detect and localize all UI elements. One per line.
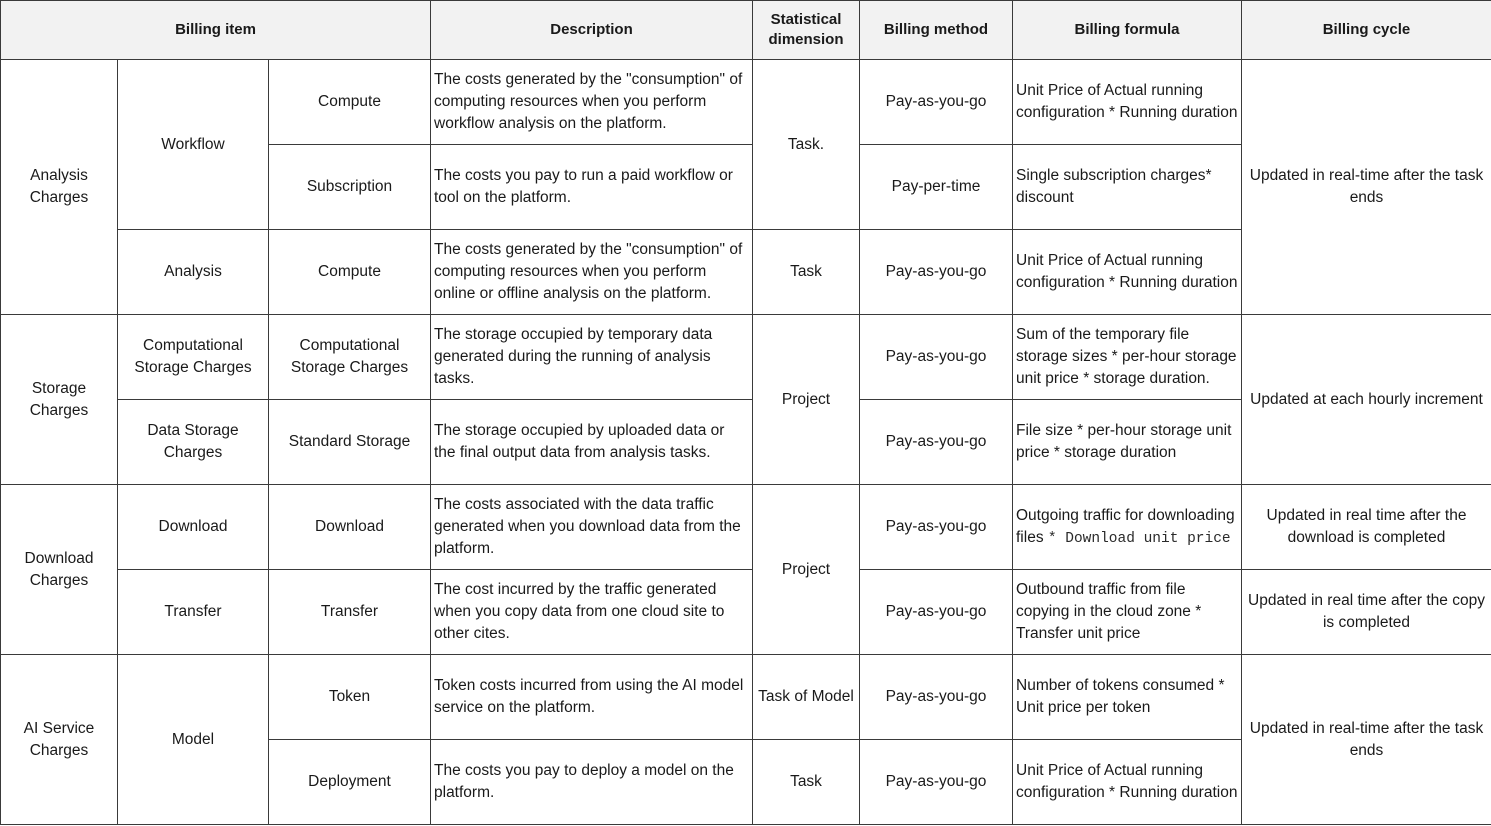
header-billing-cycle: Billing cycle xyxy=(1242,1,1491,60)
method-cell: Pay-as-you-go xyxy=(860,570,1013,655)
method-cell: Pay-as-you-go xyxy=(860,315,1013,400)
cycle-cell: Updated in real time after the copy is completed xyxy=(1242,570,1491,655)
header-row xyxy=(1,1,1491,60)
header-statistical-dimension: Statistical dimension xyxy=(753,1,860,60)
dimension-download: Project xyxy=(753,485,860,655)
cycle-ai: Updated in real-time after the task ends xyxy=(1242,655,1491,825)
category-storage-charges: Storage Charges xyxy=(1,315,118,485)
method-cell: Pay-as-you-go xyxy=(860,655,1013,740)
method-cell: Pay-as-you-go xyxy=(860,60,1013,145)
formula-cell xyxy=(1013,485,1242,570)
header-billing-formula: Billing formula xyxy=(1013,1,1242,60)
table-row xyxy=(1,570,1491,655)
subitem-compute: Compute xyxy=(269,60,431,145)
description-cell: The costs associated with the data traffic generated when you download data from the platform. xyxy=(431,485,753,570)
formula-mono-text: * Download unit price xyxy=(1047,530,1231,547)
cycle-analysis: Updated in real-time after the task ends xyxy=(1242,60,1491,315)
header-billing-method: Billing method xyxy=(860,1,1013,60)
subitem-token: Token xyxy=(269,655,431,740)
dimension-workflow: Task. xyxy=(753,60,860,230)
description-cell: The cost incurred by the traffic generated when you copy data from one cloud site to other cites. xyxy=(431,570,753,655)
dimension-storage: Project xyxy=(753,315,860,485)
description-cell: The storage occupied by uploaded data or the final output data from analysis tasks. xyxy=(431,400,753,485)
formula-cell: Unit Price of Actual running configuration * Running duration xyxy=(1013,230,1242,315)
description-cell: The costs generated by the "consumption" of computing resources when you perform online or offline analysis on the platform. xyxy=(431,230,753,315)
table-row xyxy=(1,655,1491,740)
dimension-cell: Task of Model xyxy=(753,655,860,740)
formula-cell: Unit Price of Actual running configuration * Running duration xyxy=(1013,740,1242,825)
formula-cell: Unit Price of Actual running configuration * Running duration xyxy=(1013,60,1242,145)
cycle-storage: Updated at each hourly increment xyxy=(1242,315,1491,485)
item-workflow: Workflow xyxy=(118,60,269,230)
description-cell: The storage occupied by temporary data generated during the running of analysis tasks. xyxy=(431,315,753,400)
category-analysis-charges: Analysis Charges xyxy=(1,60,118,315)
subitem-deployment: Deployment xyxy=(269,740,431,825)
header-description: Description xyxy=(431,1,753,60)
description-cell: The costs generated by the "consumption" of computing resources when you perform workflow analysis on the platform. xyxy=(431,60,753,145)
category-ai-service-charges: AI Service Charges xyxy=(1,655,118,825)
formula-cell: Number of tokens consumed * Unit price per token xyxy=(1013,655,1242,740)
item-computational-storage: Computational Storage Charges xyxy=(118,315,269,400)
description-cell: The costs you pay to deploy a model on the platform. xyxy=(431,740,753,825)
method-cell: Pay-as-you-go xyxy=(860,230,1013,315)
subitem-compute: Compute xyxy=(269,230,431,315)
item-analysis: Analysis xyxy=(118,230,269,315)
description-cell: Token costs incurred from using the AI model service on the platform. xyxy=(431,655,753,740)
subitem-download: Download xyxy=(269,485,431,570)
formula-cell: Sum of the temporary file storage sizes * per-hour storage unit price * storage duration. xyxy=(1013,315,1242,400)
category-download-charges: Download Charges xyxy=(1,485,118,655)
subitem-standard-storage: Standard Storage xyxy=(269,400,431,485)
dimension-cell: Task xyxy=(753,230,860,315)
cycle-cell: Updated in real time after the download is completed xyxy=(1242,485,1491,570)
method-cell: Pay-per-time xyxy=(860,145,1013,230)
item-data-storage: Data Storage Charges xyxy=(118,400,269,485)
subitem-computational-storage: Computational Storage Charges xyxy=(269,315,431,400)
item-download: Download xyxy=(118,485,269,570)
subitem-transfer: Transfer xyxy=(269,570,431,655)
table-row xyxy=(1,485,1491,570)
formula-cell: Single subscription charges* discount xyxy=(1013,145,1242,230)
subitem-subscription: Subscription xyxy=(269,145,431,230)
dimension-cell: Task xyxy=(753,740,860,825)
method-cell: Pay-as-you-go xyxy=(860,740,1013,825)
header-billing-item: Billing item xyxy=(1,1,431,60)
formula-cell: File size * per-hour storage unit price * storage duration xyxy=(1013,400,1242,485)
item-transfer: Transfer xyxy=(118,570,269,655)
table-row xyxy=(1,315,1491,400)
description-cell: The costs you pay to run a paid workflow or tool on the platform. xyxy=(431,145,753,230)
formula-cell: Outbound traffic from file copying in the cloud zone * Transfer unit price xyxy=(1013,570,1242,655)
method-cell: Pay-as-you-go xyxy=(860,400,1013,485)
item-model: Model xyxy=(118,655,269,825)
method-cell: Pay-as-you-go xyxy=(860,485,1013,570)
table-row xyxy=(1,60,1491,145)
formula-text: Outgoing traffic for downloading files xyxy=(1016,506,1235,546)
